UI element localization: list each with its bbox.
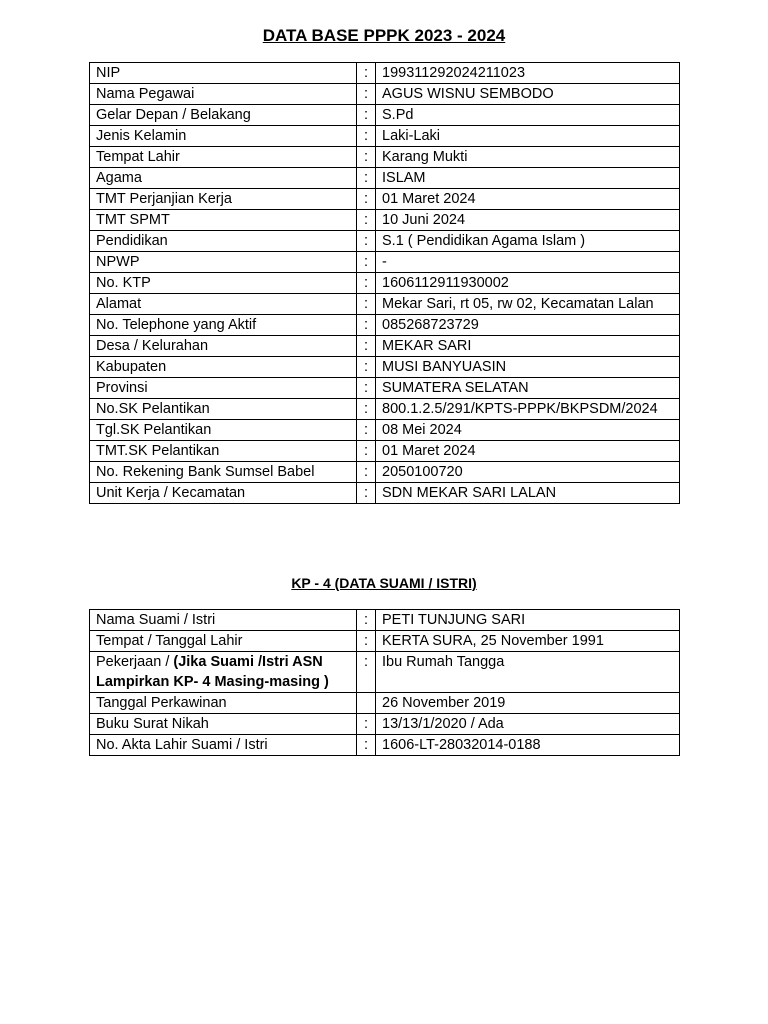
table-row (90, 441, 680, 462)
field-label (90, 631, 357, 652)
field-label (90, 315, 357, 336)
field-separator: : (357, 420, 376, 441)
table-row (90, 652, 680, 693)
field-value: 08 Mei 2024 (376, 420, 680, 441)
field-separator: : (357, 126, 376, 147)
field-label-text: No.SK Pelantikan (96, 401, 210, 417)
field-label-text: No. KTP (96, 275, 151, 291)
field-label-text: Tanggal Perkawinan (96, 695, 227, 711)
field-label (90, 693, 357, 714)
spouse-data-table (89, 609, 680, 756)
field-label-text: Pekerjaan / (96, 654, 174, 670)
table-row (90, 63, 680, 84)
table-row (90, 273, 680, 294)
field-value: 01 Maret 2024 (376, 189, 680, 210)
field-separator: : (357, 378, 376, 399)
field-value: 800.1.2.5/291/KPTS-PPPK/BKPSDM/2024 (376, 399, 680, 420)
field-label-text: Agama (96, 170, 142, 186)
field-value: SDN MEKAR SARI LALAN (376, 483, 680, 504)
field-value: ISLAM (376, 168, 680, 189)
field-label (90, 378, 357, 399)
table-row (90, 735, 680, 756)
field-separator: : (357, 652, 376, 693)
field-separator: : (357, 273, 376, 294)
table-row (90, 168, 680, 189)
field-separator: : (357, 610, 376, 631)
field-value: 1606-LT-28032014-0188 (376, 735, 680, 756)
table-row (90, 483, 680, 504)
field-label-text: No. Akta Lahir Suami / Istri (96, 737, 268, 753)
field-label (90, 336, 357, 357)
field-value: Mekar Sari, rt 05, rw 02, Kecamatan Lalan (376, 294, 680, 315)
field-label (90, 189, 357, 210)
field-separator: : (357, 357, 376, 378)
field-label (90, 483, 357, 504)
field-value: Ibu Rumah Tangga (376, 652, 680, 693)
field-label-text: TMT.SK Pelantikan (96, 443, 220, 459)
field-label-text: Buku Surat Nikah (96, 716, 209, 732)
field-separator: : (357, 147, 376, 168)
field-value: 1606112911930002 (376, 273, 680, 294)
table-row (90, 126, 680, 147)
table-row (90, 336, 680, 357)
table-row (90, 610, 680, 631)
field-separator: : (357, 399, 376, 420)
field-separator: : (357, 483, 376, 504)
field-label-text: Nama Pegawai (96, 86, 195, 102)
field-label-text: No. Telephone yang Aktif (96, 317, 257, 333)
field-label (90, 294, 357, 315)
field-label-text: Provinsi (96, 380, 148, 396)
field-label (90, 63, 357, 84)
field-separator: : (357, 84, 376, 105)
field-value: 26 November 2019 (376, 693, 680, 714)
field-separator: : (357, 631, 376, 652)
table-row (90, 631, 680, 652)
table-row (90, 378, 680, 399)
field-label (90, 126, 357, 147)
field-label (90, 610, 357, 631)
field-label-text: Tempat Lahir (96, 149, 180, 165)
field-value: MEKAR SARI (376, 336, 680, 357)
field-label (90, 420, 357, 441)
field-value: KERTA SURA, 25 November 1991 (376, 631, 680, 652)
field-separator: : (357, 231, 376, 252)
field-label-text: Desa / Kelurahan (96, 338, 209, 354)
field-separator: : (357, 441, 376, 462)
field-label-text: Tempat / Tanggal Lahir (96, 633, 243, 649)
field-label (90, 147, 357, 168)
field-separator: : (357, 252, 376, 273)
field-label-text: Pendidikan (96, 233, 168, 249)
field-label (90, 105, 357, 126)
field-label (90, 735, 357, 756)
field-value: MUSI BANYUASIN (376, 357, 680, 378)
field-label-text: Nama Suami / Istri (96, 612, 216, 628)
field-label-note: (Jika Suami /Istri ASN Lampirkan KP- 4 Masing-masing ) (96, 654, 329, 690)
field-label-text: Kabupaten (96, 359, 167, 375)
table-row (90, 294, 680, 315)
field-value: 10 Juni 2024 (376, 210, 680, 231)
field-label (90, 252, 357, 273)
field-label-text: Gelar Depan / Belakang (96, 107, 251, 123)
table-row (90, 84, 680, 105)
spouse-section-title: KP - 4 (DATA SUAMI / ISTRI) (291, 575, 477, 591)
field-separator: : (357, 315, 376, 336)
field-label (90, 399, 357, 420)
table-row (90, 231, 680, 252)
field-label-text: TMT Perjanjian Kerja (96, 191, 232, 207)
field-separator: : (357, 189, 376, 210)
table-row (90, 189, 680, 210)
field-separator: : (357, 105, 376, 126)
field-separator: : (357, 462, 376, 483)
table-row (90, 462, 680, 483)
field-value: AGUS WISNU SEMBODO (376, 84, 680, 105)
field-separator: : (357, 336, 376, 357)
field-value: 13/13/1/2020 / Ada (376, 714, 680, 735)
field-value: - (376, 252, 680, 273)
field-label (90, 714, 357, 735)
field-label-text: Jenis Kelamin (96, 128, 187, 144)
field-value: PETI TUNJUNG SARI (376, 610, 680, 631)
table-row (90, 105, 680, 126)
table-row (90, 147, 680, 168)
field-label-text: NIP (96, 65, 121, 81)
field-label (90, 210, 357, 231)
field-separator: : (357, 714, 376, 735)
table-row (90, 714, 680, 735)
field-value: 01 Maret 2024 (376, 441, 680, 462)
table-row (90, 210, 680, 231)
field-label-text: Alamat (96, 296, 142, 312)
field-separator: : (357, 168, 376, 189)
field-label (90, 462, 357, 483)
field-value: Laki-Laki (376, 126, 680, 147)
page-title: DATA BASE PPPK 2023 - 2024 (262, 26, 506, 45)
employee-data-table (89, 62, 680, 504)
field-label-text: No. Rekening Bank Sumsel Babel (96, 464, 315, 480)
field-label (90, 273, 357, 294)
field-value: 2050100720 (376, 462, 680, 483)
table-row (90, 252, 680, 273)
table-row (90, 420, 680, 441)
field-label (90, 168, 357, 189)
field-label-text: TMT SPMT (96, 212, 170, 228)
field-separator: : (357, 210, 376, 231)
field-label (90, 231, 357, 252)
field-value: 085268723729 (376, 315, 680, 336)
field-label (90, 652, 357, 693)
table-row (90, 399, 680, 420)
field-label (90, 84, 357, 105)
field-value: S.Pd (376, 105, 680, 126)
field-separator: : (357, 63, 376, 84)
table-row (90, 315, 680, 336)
field-label (90, 441, 357, 462)
table-row (90, 693, 680, 714)
field-value: Karang Mukti (376, 147, 680, 168)
field-separator: : (357, 294, 376, 315)
field-value: S.1 ( Pendidikan Agama Islam ) (376, 231, 680, 252)
field-label-text: Tgl.SK Pelantikan (96, 422, 212, 438)
field-separator: : (357, 735, 376, 756)
field-label-text: NPWP (96, 254, 140, 270)
table-row (90, 357, 680, 378)
field-value: 199311292024211023 (376, 63, 680, 84)
field-value: SUMATERA SELATAN (376, 378, 680, 399)
field-label (90, 357, 357, 378)
field-separator (357, 693, 376, 714)
field-label-text: Unit Kerja / Kecamatan (96, 485, 246, 501)
